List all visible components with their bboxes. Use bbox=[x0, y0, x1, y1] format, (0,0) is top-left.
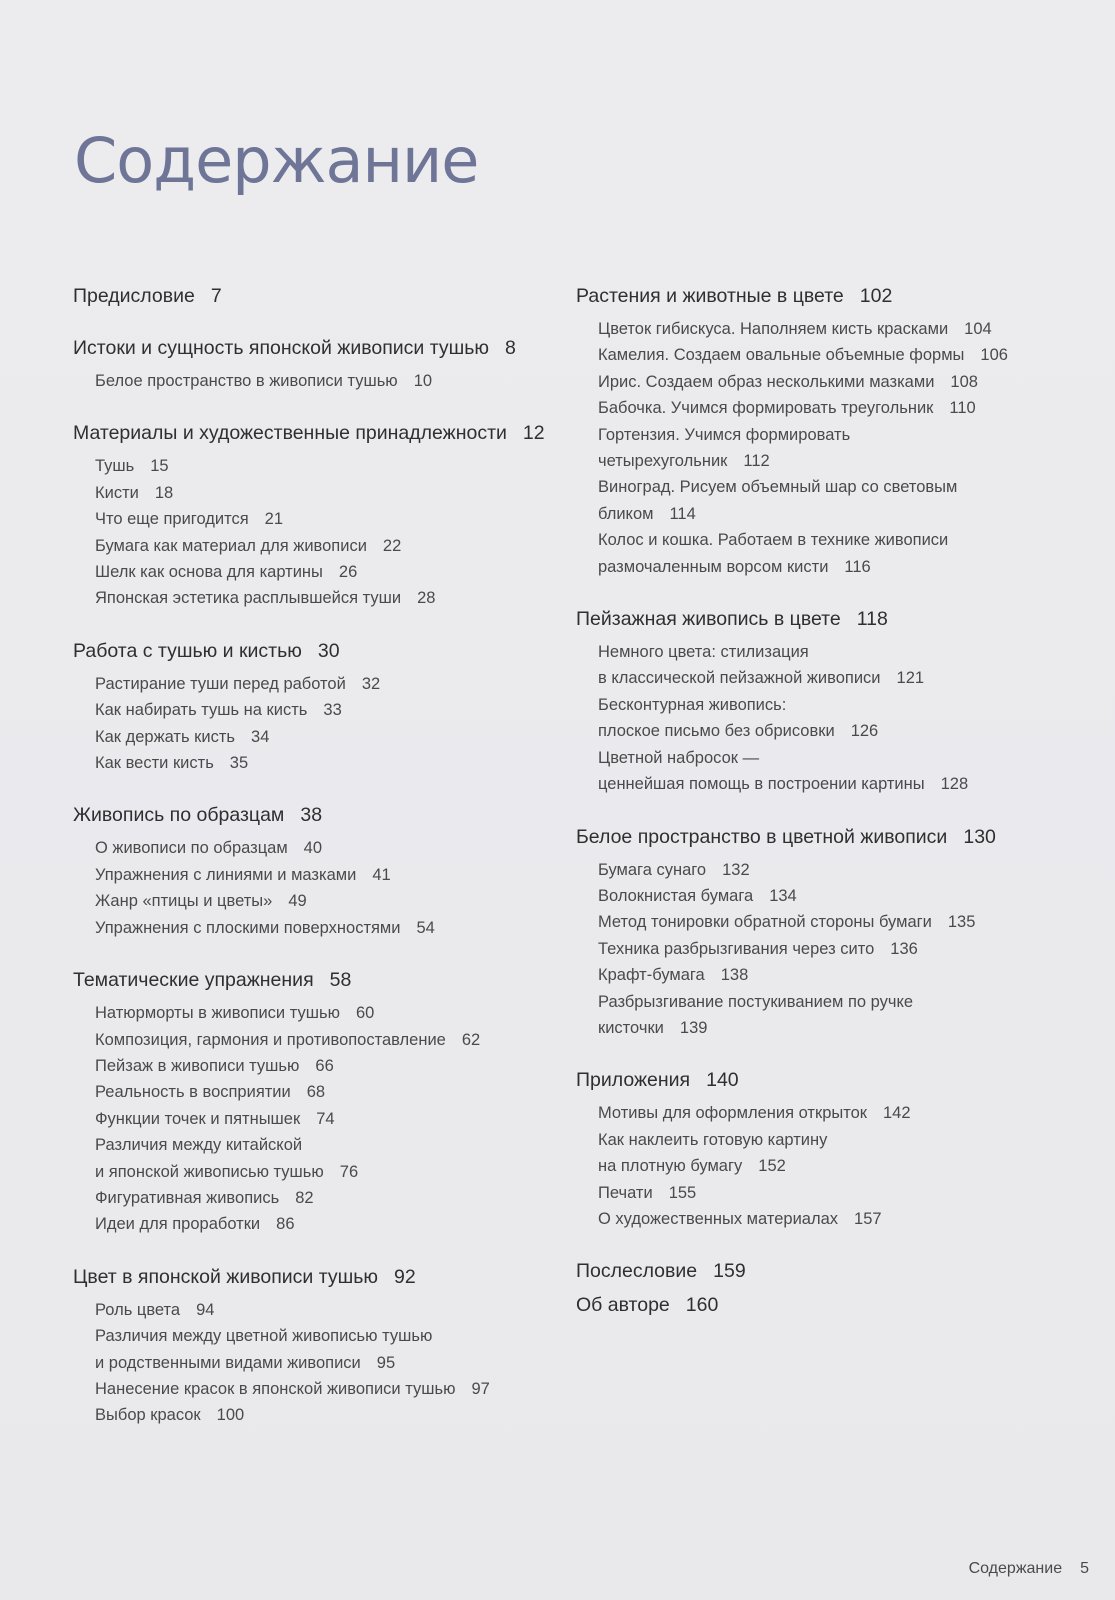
toc-entry-page: 34 bbox=[251, 727, 270, 746]
toc-entry-title: Цветной набросок — ценнейшая помощь в построении картины bbox=[598, 748, 925, 794]
toc-entry-page: 35 bbox=[229, 754, 249, 773]
toc-section-heading[interactable] bbox=[73, 420, 543, 446]
toc-entry-list bbox=[73, 453, 543, 611]
toc-entry[interactable] bbox=[598, 527, 1076, 580]
toc-section-page: 92 bbox=[394, 1265, 416, 1288]
toc-entry[interactable] bbox=[598, 1206, 1076, 1232]
toc-entry-list bbox=[73, 368, 543, 394]
toc-entry[interactable] bbox=[95, 750, 543, 776]
toc-section-page: 140 bbox=[706, 1069, 739, 1092]
toc-section-heading[interactable] bbox=[73, 335, 543, 361]
toc-right-column bbox=[576, 283, 1076, 1344]
toc-entry[interactable] bbox=[95, 1211, 543, 1237]
toc-entry-page: 54 bbox=[416, 918, 435, 937]
toc-entry[interactable] bbox=[598, 936, 1076, 962]
toc-entry[interactable] bbox=[598, 962, 1076, 988]
toc-section-heading[interactable] bbox=[73, 967, 543, 993]
toc-entry-page: 28 bbox=[417, 589, 436, 608]
toc-entry-page: 135 bbox=[947, 913, 976, 932]
toc-entry-page: 132 bbox=[722, 860, 750, 879]
toc-entry[interactable] bbox=[95, 915, 543, 941]
toc-entry[interactable] bbox=[95, 671, 543, 697]
toc-section bbox=[576, 1067, 1076, 1232]
toc-entry[interactable] bbox=[598, 1127, 1076, 1180]
toc-entry-page: 86 bbox=[276, 1215, 295, 1234]
footer-page-number: 5 bbox=[1080, 1560, 1089, 1577]
toc-section-page: 130 bbox=[963, 825, 996, 848]
toc-entry-title: Немного цвета: стилизация в классической пейзажной живописи bbox=[598, 643, 881, 688]
footer-label: Содержание bbox=[968, 1560, 1063, 1577]
toc-entry-page: 68 bbox=[306, 1083, 326, 1102]
toc-section-title: Цвет в японской живописи тушью bbox=[73, 1265, 379, 1288]
toc-entry-page: 136 bbox=[890, 939, 918, 958]
toc-entry-page: 74 bbox=[316, 1109, 335, 1128]
toc-entry-page: 116 bbox=[844, 557, 871, 576]
toc-section-title: Живопись по образцам bbox=[73, 804, 285, 827]
toc-entry-page: 10 bbox=[413, 372, 433, 390]
toc-section bbox=[73, 638, 543, 777]
toc-entry-title: Как держать кисть bbox=[95, 727, 236, 746]
toc-section-page: 160 bbox=[685, 1294, 719, 1317]
toc-entry-page: 21 bbox=[264, 510, 284, 529]
toc-entry-page: 49 bbox=[288, 892, 307, 911]
toc-entry-page: 22 bbox=[382, 536, 402, 555]
toc-entry-page: 112 bbox=[743, 452, 770, 471]
toc-entry-page: 26 bbox=[338, 563, 358, 582]
toc-entry[interactable] bbox=[598, 639, 1076, 692]
toc-entry-page: 82 bbox=[295, 1188, 314, 1207]
toc-entry-page: 94 bbox=[196, 1300, 215, 1319]
toc-section bbox=[73, 967, 543, 1238]
toc-section-heading[interactable] bbox=[576, 606, 1076, 632]
toc-entry[interactable] bbox=[598, 692, 1076, 745]
toc-section bbox=[576, 1258, 1076, 1284]
toc-section-page: 7 bbox=[210, 285, 222, 307]
toc-entry-title: Кисти bbox=[95, 483, 139, 502]
toc-section-title: Приложения bbox=[576, 1069, 691, 1092]
toc-entry[interactable] bbox=[95, 1323, 543, 1376]
toc-section-title: Растения и животные в цвете bbox=[576, 285, 844, 307]
toc-entry-title: Различия между китайской и японской живописью тушью bbox=[95, 1136, 324, 1181]
toc-section-title: Пейзажная живопись в цвете bbox=[576, 608, 841, 631]
toc-entry-list bbox=[73, 671, 543, 777]
toc-section bbox=[576, 1292, 1076, 1318]
toc-entry-page: 40 bbox=[303, 839, 323, 858]
toc-section-title: Истоки и сущность японской живописи тушью bbox=[73, 337, 490, 359]
toc-entry[interactable] bbox=[598, 316, 1076, 342]
toc-entry[interactable] bbox=[598, 422, 1076, 475]
toc-entry-title: Функции точек и пятнышек bbox=[95, 1109, 301, 1128]
toc-section-page: 159 bbox=[713, 1260, 746, 1283]
toc-entry-page: 110 bbox=[949, 399, 976, 418]
toc-entry-title: Бумага сунаго bbox=[598, 860, 707, 879]
toc-entry-page: 33 bbox=[323, 701, 342, 720]
toc-entry-title: Растирание туши перед работой bbox=[95, 674, 346, 693]
toc-entry-page: 76 bbox=[339, 1162, 359, 1181]
toc-entry-page: 66 bbox=[315, 1056, 334, 1075]
toc-entry-title: Гортензия. Учимся формировать четырехугольник bbox=[598, 425, 851, 471]
toc-entry[interactable] bbox=[598, 342, 1076, 368]
toc-entry[interactable] bbox=[598, 909, 1076, 935]
toc-entry-title: Метод тонировки обратной стороны бумаги bbox=[598, 913, 932, 932]
toc-entry-title: Белое пространство в живописи тушью bbox=[95, 372, 398, 390]
toc-entry-page: 157 bbox=[854, 1209, 882, 1228]
toc-entry[interactable] bbox=[95, 888, 543, 914]
toc-entry[interactable] bbox=[95, 1376, 543, 1402]
toc-entry-page: 128 bbox=[940, 775, 969, 794]
toc-entry[interactable] bbox=[95, 1402, 543, 1428]
toc-entry-list bbox=[576, 857, 1076, 1042]
toc-entry[interactable] bbox=[95, 533, 543, 559]
toc-entry-page: 18 bbox=[154, 483, 174, 502]
toc-entry[interactable] bbox=[598, 857, 1076, 883]
toc-entry-list bbox=[73, 1000, 543, 1238]
toc-section-heading[interactable] bbox=[576, 1067, 1076, 1093]
toc-entry-page: 142 bbox=[883, 1104, 911, 1123]
toc-entry-title: О художественных материалах bbox=[598, 1209, 839, 1228]
toc-entry[interactable] bbox=[598, 745, 1076, 798]
toc-entry-title: Печати bbox=[598, 1183, 653, 1202]
page-footer bbox=[969, 1560, 1089, 1578]
toc-entry[interactable] bbox=[598, 989, 1076, 1042]
toc-entry-title: Виноград. Рисуем объемный шар со световым бликом bbox=[598, 478, 958, 523]
toc-entry-title: Камелия. Создаем овальные объемные формы bbox=[598, 346, 965, 365]
toc-entry[interactable] bbox=[95, 862, 543, 888]
toc-entry[interactable] bbox=[95, 835, 543, 861]
toc-entry-page: 114 bbox=[669, 504, 696, 523]
toc-entry-page: 41 bbox=[372, 865, 391, 884]
toc-entry[interactable] bbox=[95, 506, 543, 532]
toc-entry-page: 104 bbox=[964, 320, 992, 338]
toc-section bbox=[576, 824, 1076, 1042]
toc-entry-list bbox=[576, 316, 1076, 580]
toc-entry[interactable] bbox=[95, 1106, 543, 1132]
toc-section-title: Послесловие bbox=[576, 1260, 698, 1283]
toc-entry-page: 106 bbox=[980, 346, 1008, 365]
toc-entry-title: Нанесение красок в японской живописи тушью bbox=[95, 1379, 456, 1398]
toc-entry[interactable] bbox=[95, 585, 543, 611]
toc-section-heading[interactable] bbox=[576, 824, 1076, 850]
toc-section bbox=[73, 283, 543, 309]
toc-section-title: Тематические упражнения bbox=[73, 969, 314, 992]
toc-section-page: 102 bbox=[859, 285, 893, 307]
toc-entry-title: Роль цвета bbox=[95, 1300, 181, 1319]
toc-entry[interactable] bbox=[95, 724, 543, 750]
toc-entry-title: Выбор красок bbox=[95, 1406, 201, 1425]
toc-entry-page: 134 bbox=[769, 886, 797, 905]
toc-entry-title: Как вести кисть bbox=[95, 754, 214, 773]
toc-entry[interactable] bbox=[598, 395, 1076, 421]
toc-section-heading[interactable] bbox=[576, 283, 1076, 309]
toc-entry[interactable] bbox=[598, 369, 1076, 395]
toc-entry-title: О живописи по образцам bbox=[95, 839, 288, 858]
toc-entry-list bbox=[576, 1100, 1076, 1232]
toc-entry-title: Крафт-бумага bbox=[598, 966, 705, 985]
toc-entry-title: Реальность в восприятии bbox=[95, 1083, 291, 1102]
toc-entry-page: 155 bbox=[668, 1183, 697, 1202]
toc-entry-page: 60 bbox=[355, 1004, 375, 1023]
toc-entry-title: Ирис. Создаем образ несколькими мазками bbox=[598, 372, 935, 391]
toc-entry[interactable] bbox=[95, 480, 543, 506]
toc-entry-title: Тушь bbox=[95, 457, 135, 476]
toc-entry[interactable] bbox=[95, 559, 543, 585]
toc-entry-title: Различия между цветной живописью тушью и родственными видами живописи bbox=[95, 1327, 433, 1372]
toc-entry-page: 62 bbox=[461, 1030, 481, 1049]
toc-entry-page: 138 bbox=[720, 966, 749, 985]
toc-left-column bbox=[73, 283, 543, 1455]
toc-section-page: 12 bbox=[522, 422, 545, 445]
toc-entry-title: Колос и кошка. Работаем в технике живописи размочаленным ворсом кисти bbox=[598, 531, 949, 576]
toc-section bbox=[73, 335, 543, 394]
toc-entry[interactable] bbox=[95, 1185, 543, 1211]
toc-section bbox=[73, 1264, 543, 1429]
toc-entry[interactable] bbox=[95, 368, 543, 394]
toc-entry-title: Разбрызгивание постукиванием по ручке кисточки bbox=[598, 992, 914, 1037]
toc-entry-title: Идеи для проработки bbox=[95, 1215, 261, 1234]
toc-entry[interactable] bbox=[95, 1132, 543, 1185]
toc-section-heading[interactable] bbox=[73, 1264, 543, 1290]
toc-entry[interactable] bbox=[95, 697, 543, 723]
toc-entry[interactable] bbox=[95, 1000, 543, 1026]
toc-entry-page: 100 bbox=[216, 1406, 245, 1425]
toc-entry[interactable] bbox=[598, 1100, 1076, 1126]
toc-section-heading[interactable] bbox=[73, 802, 543, 828]
toc-entry-list bbox=[73, 1297, 543, 1429]
toc-entry-title: Волокнистая бумага bbox=[598, 886, 754, 905]
toc-entry-title: Пейзаж в живописи тушью bbox=[95, 1056, 300, 1075]
toc-entry-title: Композиция, гармония и противопоставление bbox=[95, 1030, 446, 1049]
toc-entry-title: Бабочка. Учимся формировать треугольник bbox=[598, 399, 934, 418]
toc-section-page: 30 bbox=[317, 639, 340, 662]
toc-entry[interactable] bbox=[95, 1079, 543, 1105]
toc-section-page: 118 bbox=[856, 608, 888, 631]
toc-entry[interactable] bbox=[95, 1027, 543, 1053]
toc-entry-title: Как наклеить готовую картину на плотную бумагу bbox=[598, 1130, 828, 1176]
toc-entry-page: 108 bbox=[950, 372, 978, 391]
toc-section-heading[interactable] bbox=[576, 1292, 1076, 1318]
toc-section-title: Работа с тушью и кистью bbox=[73, 639, 302, 662]
toc-entry-page: 15 bbox=[150, 457, 169, 476]
toc-entry-list bbox=[73, 835, 543, 941]
toc-entry[interactable] bbox=[95, 453, 543, 479]
toc-section-title: Об авторе bbox=[576, 1294, 670, 1317]
toc-entry-title: Цветок гибискуса. Наполняем кисть красками bbox=[598, 320, 949, 338]
toc-entry-title: Бесконтурная живопись: плоское письмо без обрисовки bbox=[598, 695, 835, 741]
toc-section-title: Предисловие bbox=[73, 285, 195, 307]
toc-entry-title: Как набирать тушь на кисть bbox=[95, 701, 308, 720]
toc-entry-page: 126 bbox=[850, 722, 879, 741]
toc-section bbox=[576, 283, 1076, 580]
toc-entry-page: 152 bbox=[758, 1157, 786, 1176]
toc-entry-title: Шелк как основа для картины bbox=[95, 563, 323, 582]
toc-entry-page: 32 bbox=[361, 674, 381, 693]
toc-section bbox=[576, 606, 1076, 797]
toc-entry-title: Мотивы для оформления открыток bbox=[598, 1104, 867, 1123]
toc-entry-page: 97 bbox=[471, 1379, 490, 1398]
toc-section-page: 38 bbox=[300, 804, 323, 827]
toc-entry-title: Техника разбрызгивания через сито bbox=[598, 939, 875, 958]
toc-section-page: 58 bbox=[329, 969, 352, 992]
toc-section-page: 8 bbox=[505, 337, 516, 359]
toc-entry[interactable] bbox=[598, 883, 1076, 909]
toc-entry-title: Что еще пригодится bbox=[95, 510, 249, 529]
toc-entry-title: Натюрморты в живописи тушью bbox=[95, 1004, 340, 1023]
toc-entry[interactable] bbox=[598, 474, 1076, 527]
toc-entry[interactable] bbox=[598, 1180, 1076, 1206]
toc-section bbox=[73, 420, 543, 611]
toc-section bbox=[73, 802, 543, 941]
toc-section-title: Материалы и художественные принадлежности bbox=[73, 422, 507, 445]
toc-entry-title: Японская эстетика расплывшейся туши bbox=[95, 589, 402, 608]
page-title: Содержание bbox=[74, 123, 479, 197]
toc-section-heading[interactable] bbox=[576, 1258, 1076, 1284]
toc-entry-list bbox=[576, 639, 1076, 797]
toc-entry[interactable] bbox=[95, 1297, 543, 1323]
toc-section-title: Белое пространство в цветной живописи bbox=[576, 825, 948, 848]
toc-entry-title: Бумага как материал для живописи bbox=[95, 536, 367, 555]
toc-entry-title: Упражнения с плоскими поверхностями bbox=[95, 918, 401, 937]
toc-entry-page: 139 bbox=[679, 1018, 708, 1037]
toc-section-heading[interactable] bbox=[73, 638, 543, 664]
toc-entry-title: Жанр «птицы и цветы» bbox=[95, 892, 273, 911]
toc-entry-page: 121 bbox=[896, 669, 925, 688]
toc-entry[interactable] bbox=[95, 1053, 543, 1079]
toc-entry-title: Упражнения с линиями и мазками bbox=[95, 865, 357, 884]
toc-section-heading[interactable] bbox=[73, 283, 543, 309]
toc-entry-page: 95 bbox=[376, 1353, 396, 1372]
toc-entry-title: Фигуративная живопись bbox=[95, 1188, 280, 1207]
